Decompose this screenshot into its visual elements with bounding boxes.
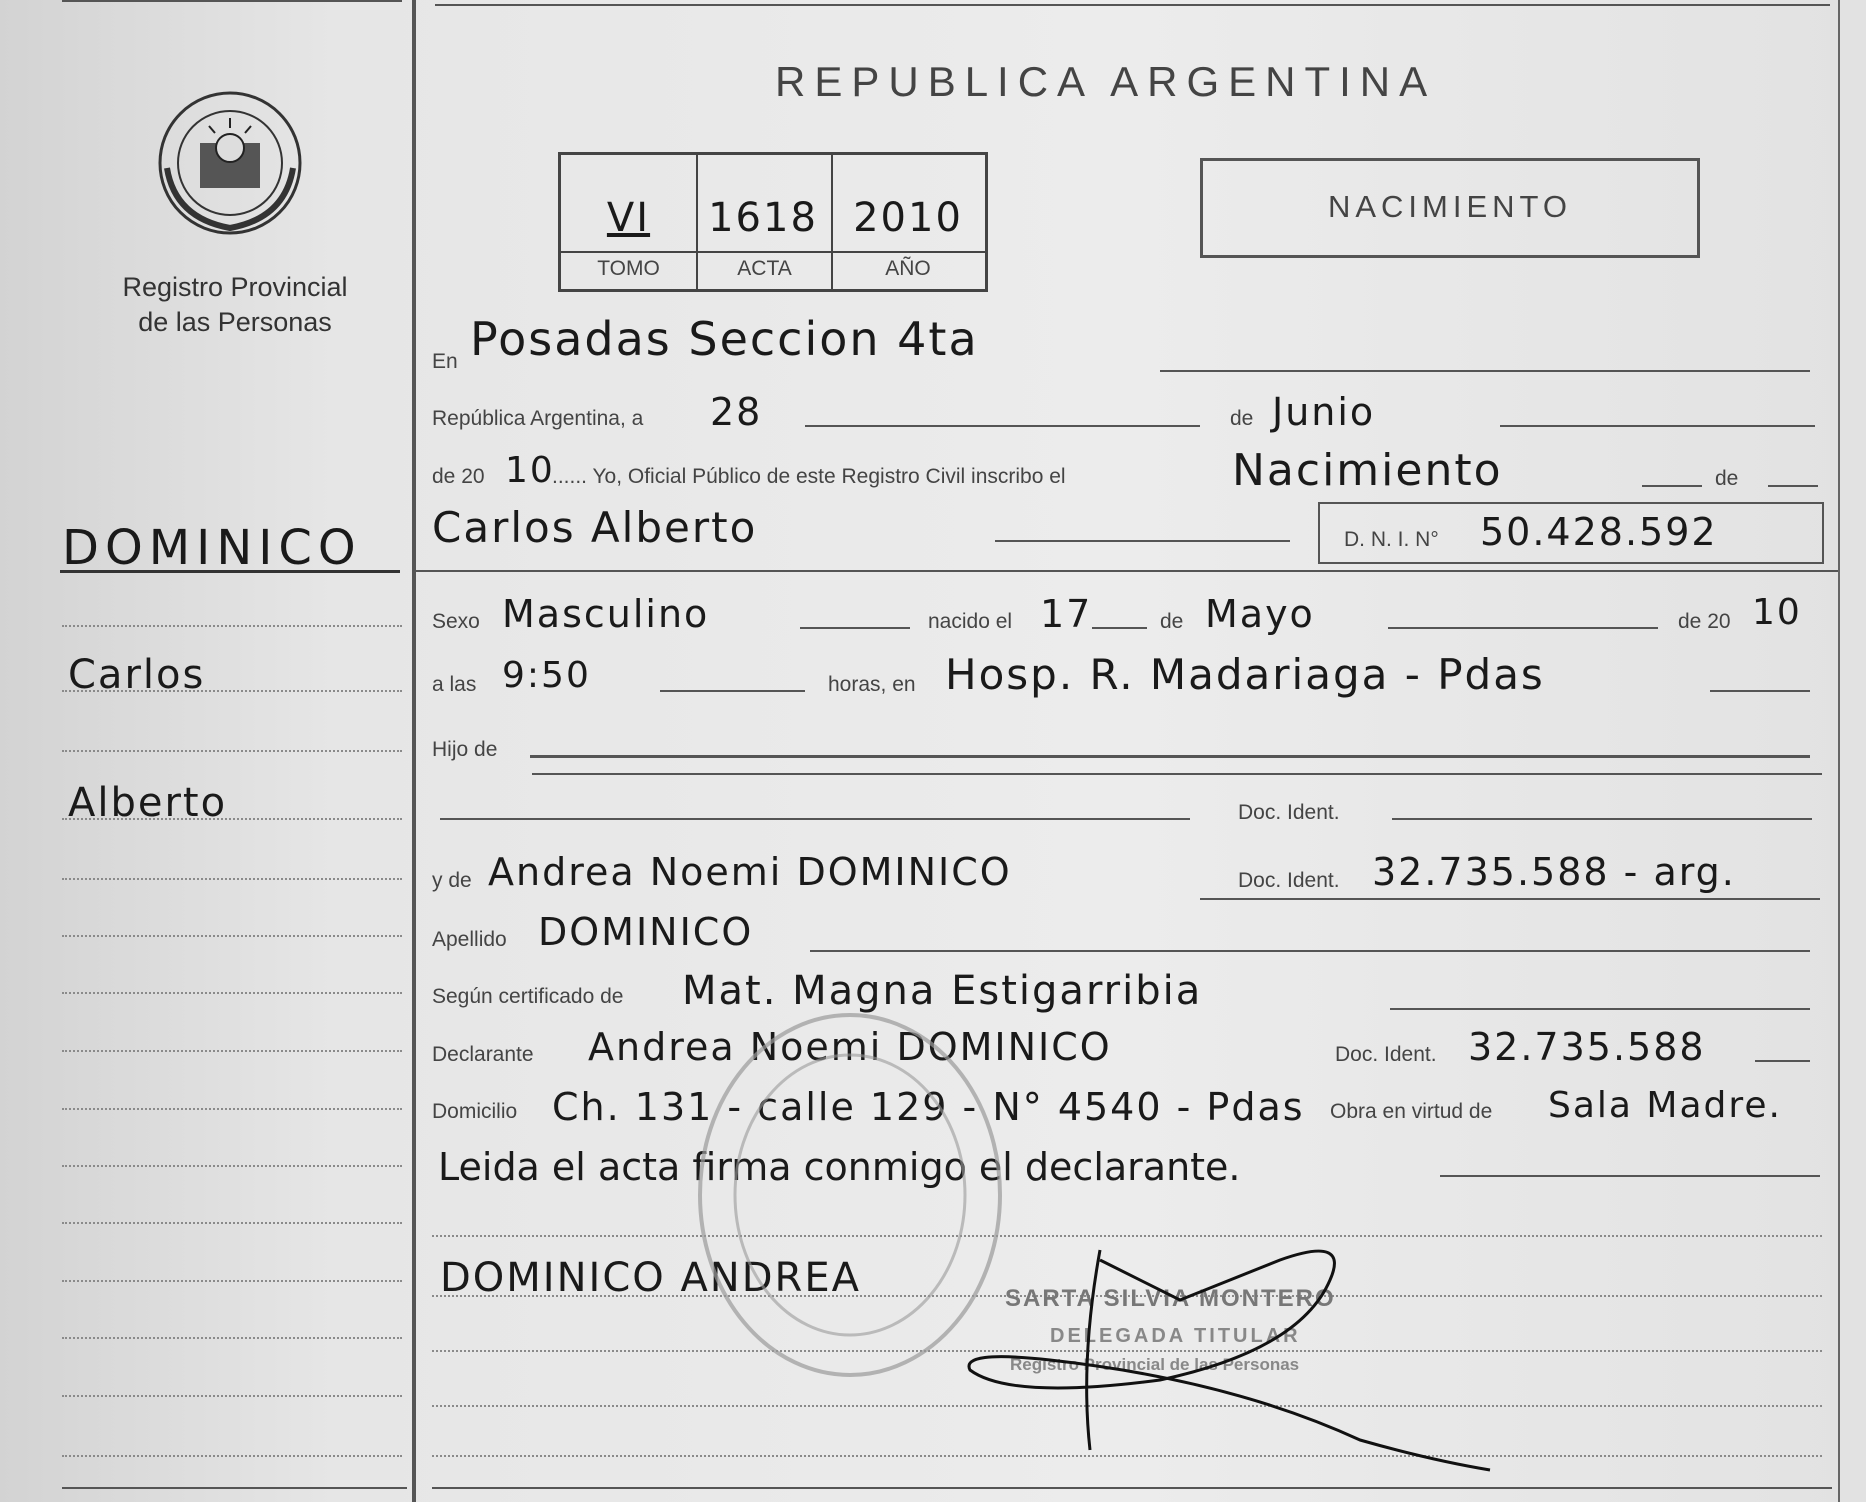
country-heading: REPUBLICA ARGENTINA [775,58,1437,105]
sexo-rule [800,627,910,629]
official-signature-icon [930,1240,1570,1480]
doc-ident-label: Doc. Ident. [1238,801,1340,824]
declarante-rule [1755,1060,1810,1062]
misiones-seal-icon [155,88,305,238]
apellido-value: DOMINICO [538,910,754,954]
declarante-doc: 32.735.588 [1468,1025,1706,1069]
de-rule-2 [1768,485,1818,487]
sexo-value: Masculino [502,592,710,636]
left-dotline [62,1455,402,1457]
official-stamp-line1: SARTA SILVIA MONTERO [1005,1285,1336,1312]
dni-box [1318,502,1824,564]
dni-value: 50.428.592 [1480,510,1718,554]
left-surname: DOMINICO [62,520,362,576]
doc-ident-label-3: Doc. Ident. [1335,1043,1437,1066]
sign-dotline [432,1235,1822,1237]
event-rule [1642,485,1702,487]
yde-label: y de [432,869,472,892]
name-value: Carlos Alberto [432,503,758,552]
declarante-label: Declarante [432,1043,534,1066]
birth-day-rule [1092,627,1147,629]
name-rule [995,540,1290,542]
certificado-rule [1390,1008,1810,1010]
apellido-label: Apellido [432,928,507,951]
sexo-label: Sexo [432,610,480,633]
hora-rule [660,690,805,692]
birth-day: 17 [1040,592,1093,636]
registry-name-line2: de las Personas [138,307,332,337]
anio-value: 2010 [853,195,963,241]
de-label-3: de [1160,610,1184,633]
de20-label: de 20 [1678,610,1731,633]
anio-label: AÑO [885,257,931,280]
year-suffix: 10 [505,450,555,491]
doc-ident-label-2: Doc. Ident. [1238,869,1340,892]
left-dotline [62,1108,402,1110]
hijo-label: Hijo de [432,738,498,761]
acta-value: 1618 [708,195,818,241]
de-label-2: de [1715,467,1739,490]
republica-label: República Argentina, a [432,407,644,430]
tomo-value: VI [606,195,651,241]
bottom-line [432,1487,1832,1489]
doc-ident-rule [1392,818,1812,820]
dni-label: D. N. I. N° [1344,528,1439,551]
left-first-name: Carlos [68,652,206,698]
domicilio-label: Domicilio [432,1100,518,1123]
day-value: 28 [710,390,763,434]
left-dotline [62,935,402,937]
madre-rule [1200,898,1820,900]
blank-rule [440,818,1190,820]
year-prefix: de 20 [432,465,485,488]
left-middle-name: Alberto [68,780,228,826]
column-divider [412,0,416,1502]
document-type: NACIMIENTO [1327,189,1573,224]
en-value: Posadas Seccion 4ta [470,312,979,366]
left-dotline [62,625,402,627]
left-dotline [62,690,402,692]
madre-doc: 32.735.588 - arg. [1372,850,1736,894]
hijo-rule-2 [532,773,1822,775]
left-dotline [62,1280,402,1282]
left-dotline [62,1222,402,1224]
registry-name-line1: Registro Provincial [122,272,348,302]
top-border-left [62,0,402,2]
right-border [1838,0,1840,1502]
obra-label: Obra en virtud de [1330,1100,1493,1123]
left-dotline [62,992,402,994]
acta-label: ACTA [737,257,792,280]
document-type-box [1200,158,1700,258]
oficial-text: ...... Yo, Oficial Público de este Registro Civil inscribo el [552,465,1066,488]
leida-value: Leida el acta firma conmigo el declarante. [438,1145,1241,1189]
register-box [558,152,988,292]
hijo-rule [530,755,1810,758]
event-value: Nacimiento [1232,445,1503,496]
left-surname-underline [60,570,400,573]
birth-month-rule [1388,627,1658,629]
left-dotline [62,818,402,820]
lugar-rule [1710,690,1810,692]
leida-rule [1440,1175,1820,1177]
left-dotline [62,1395,402,1397]
lugar-value: Hosp. R. Madariaga - Pdas [945,650,1545,699]
left-dotline [62,750,402,752]
left-dotline [62,1050,402,1052]
month-value: Junio [1272,390,1376,434]
register-label-line [561,251,985,253]
nacido-label: nacido el [928,610,1013,633]
month-rule [1500,425,1815,427]
madre-value: Andrea Noemi DOMINICO [488,850,1012,894]
hora-value: 9:50 [502,655,591,696]
obra-value: Sala Madre. [1548,1085,1782,1126]
apellido-rule [810,950,1810,952]
left-dotline [62,878,402,880]
tomo-label: TOMO [597,257,660,280]
declarante-value: Andrea Noemi DOMINICO [588,1025,1112,1069]
en-label: En [432,350,458,373]
certificado-value: Mat. Magna Estigarribia [682,968,1203,1014]
left-dotline [62,1165,402,1167]
de-label: de [1230,407,1254,430]
birth-year-suffix: 10 [1752,592,1802,633]
left-bottom-line [62,1487,407,1489]
segun-label: Según certificado de [432,985,624,1008]
official-stamp-line3: Registro Provincial de las Personas [1010,1355,1300,1374]
declarant-signature: DOMINICO ANDREA [440,1255,861,1301]
official-stamp-line2: DELEGADA TITULAR [1050,1325,1301,1347]
dni-separator-line [415,570,1838,572]
birth-month: Mayo [1205,592,1315,636]
top-border-right [435,4,1830,6]
domicilio-value: Ch. 131 - calle 129 - N° 4540 - Pdas [552,1085,1305,1129]
left-dotline [62,1337,402,1339]
horas-label: horas, en [828,673,916,696]
en-rule [1160,370,1810,372]
day-rule [805,425,1200,427]
alas-label: a las [432,673,477,696]
